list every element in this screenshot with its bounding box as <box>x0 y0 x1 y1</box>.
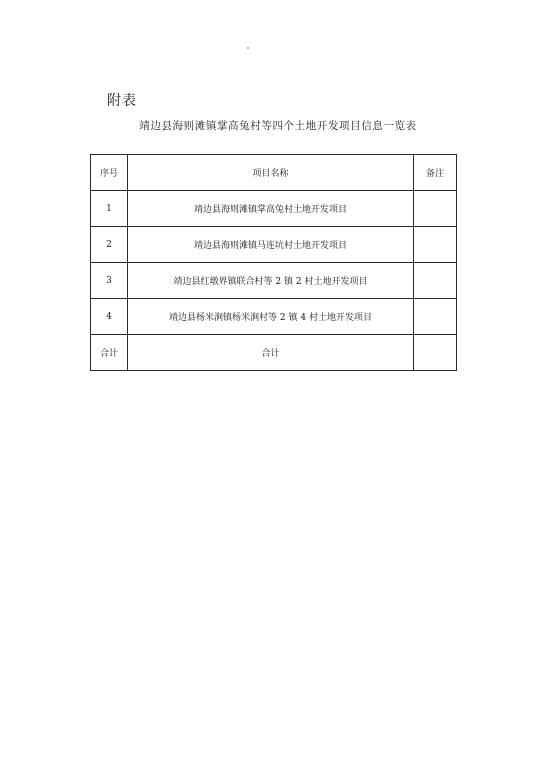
total-label: 合计 <box>128 335 414 371</box>
row-index: 3 <box>91 263 128 299</box>
header-index: 序号 <box>91 155 128 191</box>
row-index: 2 <box>91 227 128 263</box>
row-note <box>414 299 457 335</box>
row-index: 1 <box>91 191 128 227</box>
row-project-name: 靖边县海则滩镇马连坑村土地开发项目 <box>128 227 414 263</box>
row-project-name: 靖边县海则滩镇掌高兔村土地开发项目 <box>128 191 414 227</box>
total-index: 合计 <box>91 335 128 371</box>
header-note: 备注 <box>414 155 457 191</box>
header-project-name: 项目名称 <box>128 155 414 191</box>
project-info-table <box>90 154 457 371</box>
table-row <box>91 263 457 299</box>
row-note <box>414 191 457 227</box>
scan-speck <box>247 47 249 49</box>
appendix-label: 附表 <box>107 93 137 109</box>
row-project-name: 靖边县红墩界镇联合村等 2 镇 2 村土地开发项目 <box>128 263 414 299</box>
table-row <box>91 191 457 227</box>
table-header-row <box>91 155 457 191</box>
table-row <box>91 227 457 263</box>
row-project-name: 靖边县杨米涧镇杨米涧村等 2 镇 4 村土地开发项目 <box>128 299 414 335</box>
page-title: 靖边县海则滩镇掌高兔村等四个土地开发项目信息一览表 <box>139 120 417 132</box>
row-note <box>414 227 457 263</box>
row-note <box>414 263 457 299</box>
total-note <box>414 335 457 371</box>
table-total-row <box>91 335 457 371</box>
row-index: 4 <box>91 299 128 335</box>
table-row <box>91 299 457 335</box>
